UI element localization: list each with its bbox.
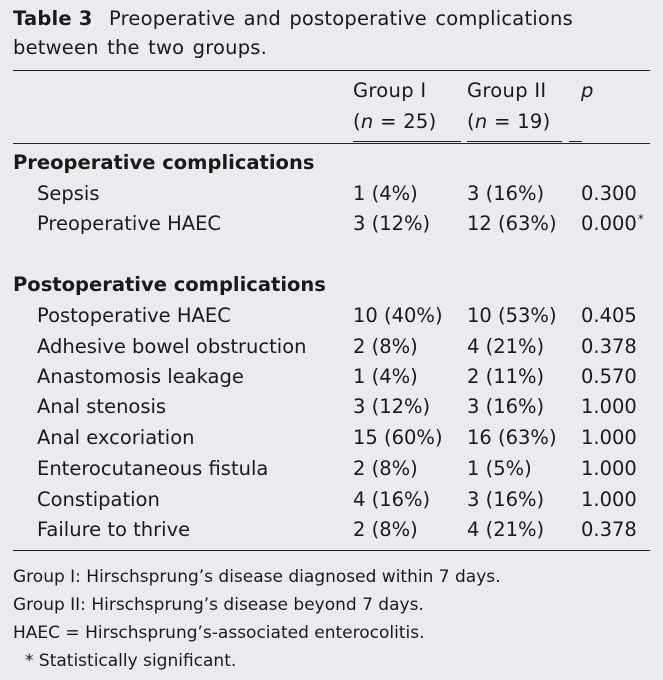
group2-value: 3 (16%) xyxy=(467,182,545,205)
p-value: 1.000 xyxy=(581,488,637,511)
group1-value: 2 (8%) xyxy=(353,518,418,541)
row-label: Sepsis xyxy=(37,182,100,205)
header-group1-n: (n = 25) xyxy=(353,110,437,133)
row-label: Enterocutaneous fistula xyxy=(37,457,269,480)
header-group2-n: (n = 19) xyxy=(467,110,551,133)
header-rule xyxy=(13,143,650,144)
section-title-postoperative: Postoperative complications xyxy=(13,273,326,296)
p-value: 0.378 xyxy=(581,518,637,541)
footnote-group2: Group II: Hirschsprung’s disease beyond 7 days. xyxy=(13,595,424,615)
row-label: Constipation xyxy=(37,488,160,511)
p-value: 1.000 xyxy=(581,395,637,418)
header-p: p xyxy=(581,79,594,102)
bottom-rule xyxy=(13,550,650,551)
group2-value: 1 (5%) xyxy=(467,457,532,480)
row-label: Anal stenosis xyxy=(37,395,167,418)
group1-value: 10 (40%) xyxy=(353,304,443,327)
row-label: Anastomosis leakage xyxy=(37,365,244,388)
group1-value: 2 (8%) xyxy=(353,457,418,480)
table-label: Table 3 xyxy=(13,7,93,30)
header-group2: Group II xyxy=(467,79,547,102)
significance-star: * xyxy=(637,211,644,226)
p-value: 0.405 xyxy=(581,304,637,327)
group2-value: 3 (16%) xyxy=(467,488,545,511)
p-value: 0.378 xyxy=(581,335,637,358)
footnote-group1: Group I: Hirschsprung’s disease diagnosed within 7 days. xyxy=(13,567,501,587)
p-value: 1.000 xyxy=(581,457,637,480)
row-label: Failure to thrive xyxy=(37,518,191,541)
header-underline-p xyxy=(569,141,582,142)
group2-value: 4 (21%) xyxy=(467,518,545,541)
top-rule xyxy=(13,70,650,71)
p-value: 1.000 xyxy=(581,426,637,449)
group2-value: 3 (16%) xyxy=(467,395,545,418)
group1-value: 3 (12%) xyxy=(353,395,431,418)
row-label: Postoperative HAEC xyxy=(37,304,231,327)
row-label: Preoperative HAEC xyxy=(37,212,222,235)
section-title-preoperative: Preoperative complications xyxy=(13,151,315,174)
group1-value: 3 (12%) xyxy=(353,212,431,235)
p-value: 0.000* xyxy=(581,211,644,235)
group1-value: 15 (60%) xyxy=(353,426,443,449)
p-value: 0.570 xyxy=(581,365,637,388)
row-label: Adhesive bowel obstruction xyxy=(37,335,307,358)
group2-value: 12 (63%) xyxy=(467,212,557,235)
group1-value: 2 (8%) xyxy=(353,335,418,358)
p-value: 0.300 xyxy=(581,182,637,205)
group2-value: 2 (11%) xyxy=(467,365,545,388)
footnote-haec: HAEC = Hirschsprung’s-associated enterocolitis. xyxy=(13,623,425,643)
row-label: Anal excoriation xyxy=(37,426,195,449)
header-underline-group1 xyxy=(353,141,461,142)
footnote-significance: * Statistically significant. xyxy=(25,651,237,671)
group1-value: 1 (4%) xyxy=(353,365,418,388)
header-underline-group2 xyxy=(467,141,562,142)
group2-value: 10 (53%) xyxy=(467,304,557,327)
table-caption xyxy=(13,4,653,62)
group1-value: 4 (16%) xyxy=(353,488,431,511)
table-title: Preoperative and postoperative complications between the two groups. xyxy=(13,7,573,59)
group2-value: 4 (21%) xyxy=(467,335,545,358)
group2-value: 16 (63%) xyxy=(467,426,557,449)
header-group1: Group I xyxy=(353,79,427,102)
group1-value: 1 (4%) xyxy=(353,182,418,205)
